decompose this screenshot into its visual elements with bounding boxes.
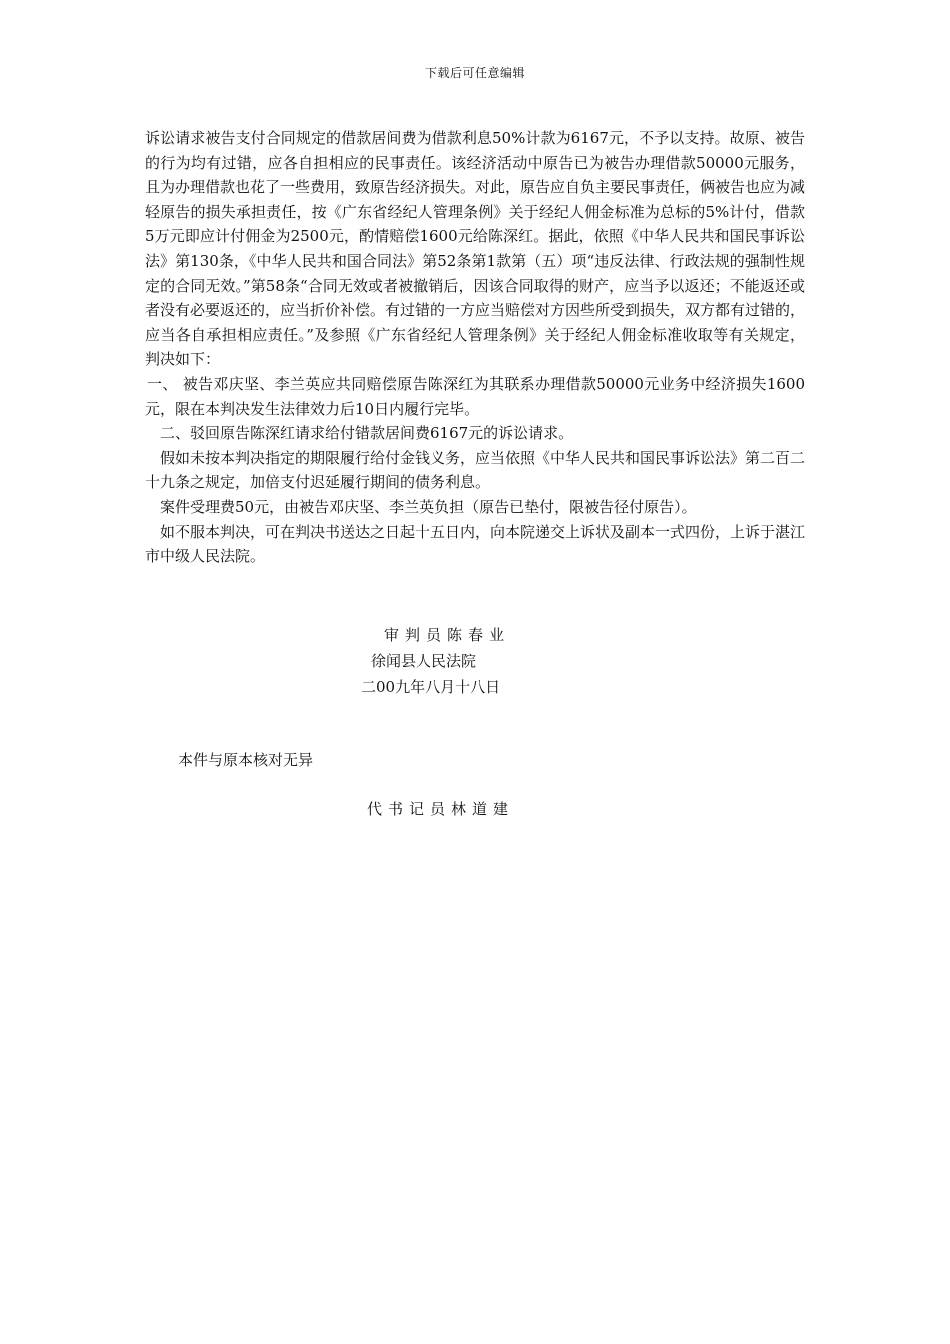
paragraph-appeal: 如不服本判决，可在判决书送达之日起十五日内，向本院递交上诉状及副本一式四份，上诉于湛江市中级人民法院。 <box>145 522 806 566</box>
judgment-body <box>145 126 805 569</box>
page-header-note: 下载后可任意编辑 <box>424 66 525 80</box>
paragraph-ruling-2: 二、驳回原告陈深红请求给付错款居间费6167元的诉讼请求。 <box>160 424 574 443</box>
paragraph-delay-interest: 假如未按本判决指定的期限履行给付金钱义务，应当依照《中华人民共和国民事诉讼法》第二百二十九条之规定，加倍支付迟延履行期间的债务利息。 <box>145 448 806 492</box>
judgment-date: 二00九年八月十八日 <box>361 678 501 696</box>
court-name: 徐闻县人民法院 <box>371 652 477 670</box>
clerk-signature: 代书记员林道建 <box>367 800 515 818</box>
judge-signature: 审判员陈春业 <box>384 626 511 644</box>
paragraph-ruling-1: 一、 被告邓庆坚、李兰英应共同赔偿原告陈深红为其联系办理借款50000元业务中经济损失1600元，限在本判决发生法律效力后10日内履行完毕。 <box>145 374 805 418</box>
verification-note: 本件与原本核对无异 <box>178 751 314 769</box>
paragraph-court-fee: 案件受理费50元，由被告邓庆坚、李兰英负担（原告已垫付，限被告径付原告）。 <box>160 497 697 516</box>
paragraph-reasoning: 诉讼请求被告支付合同规定的借款居间费为借款利息50%计款为6167元，不予以支持。故原、被告的行为均有过错，应各自担相应的民事责任。该经济活动中原告已为被告办理借款50000元服务，且为办理借款也花了一些费用，致原告经济损失。对此，原告应自负主要民事责任，俩被告也应为减轻原告的损失承担责任，按《广东省经纪人管理条例》关于经纪人佣金标准为总标的5%计付，借款5万元即应计付佣金为2500元，酌情赔偿1600元给陈深红。据此，依照《中华人民共和国民事诉讼法》第130条，《中华人民共和国合同法》第52条第1款第（五）项“违反法律、行政法规的强制性规定的合同无效。”第58条“合同无效或者被撤销后，因该合同取得的财产，应当予以返还；不能返还或者没有必要返还的，应当折价补偿。有过错的一方应当赔偿对方因些所受到损失，双方都有过错的，应当各自承担相应责任。”及参照《广东省经纪人管理条例》关于经纪人佣金标准收取等有关规定，判决如下： <box>145 129 806 369</box>
